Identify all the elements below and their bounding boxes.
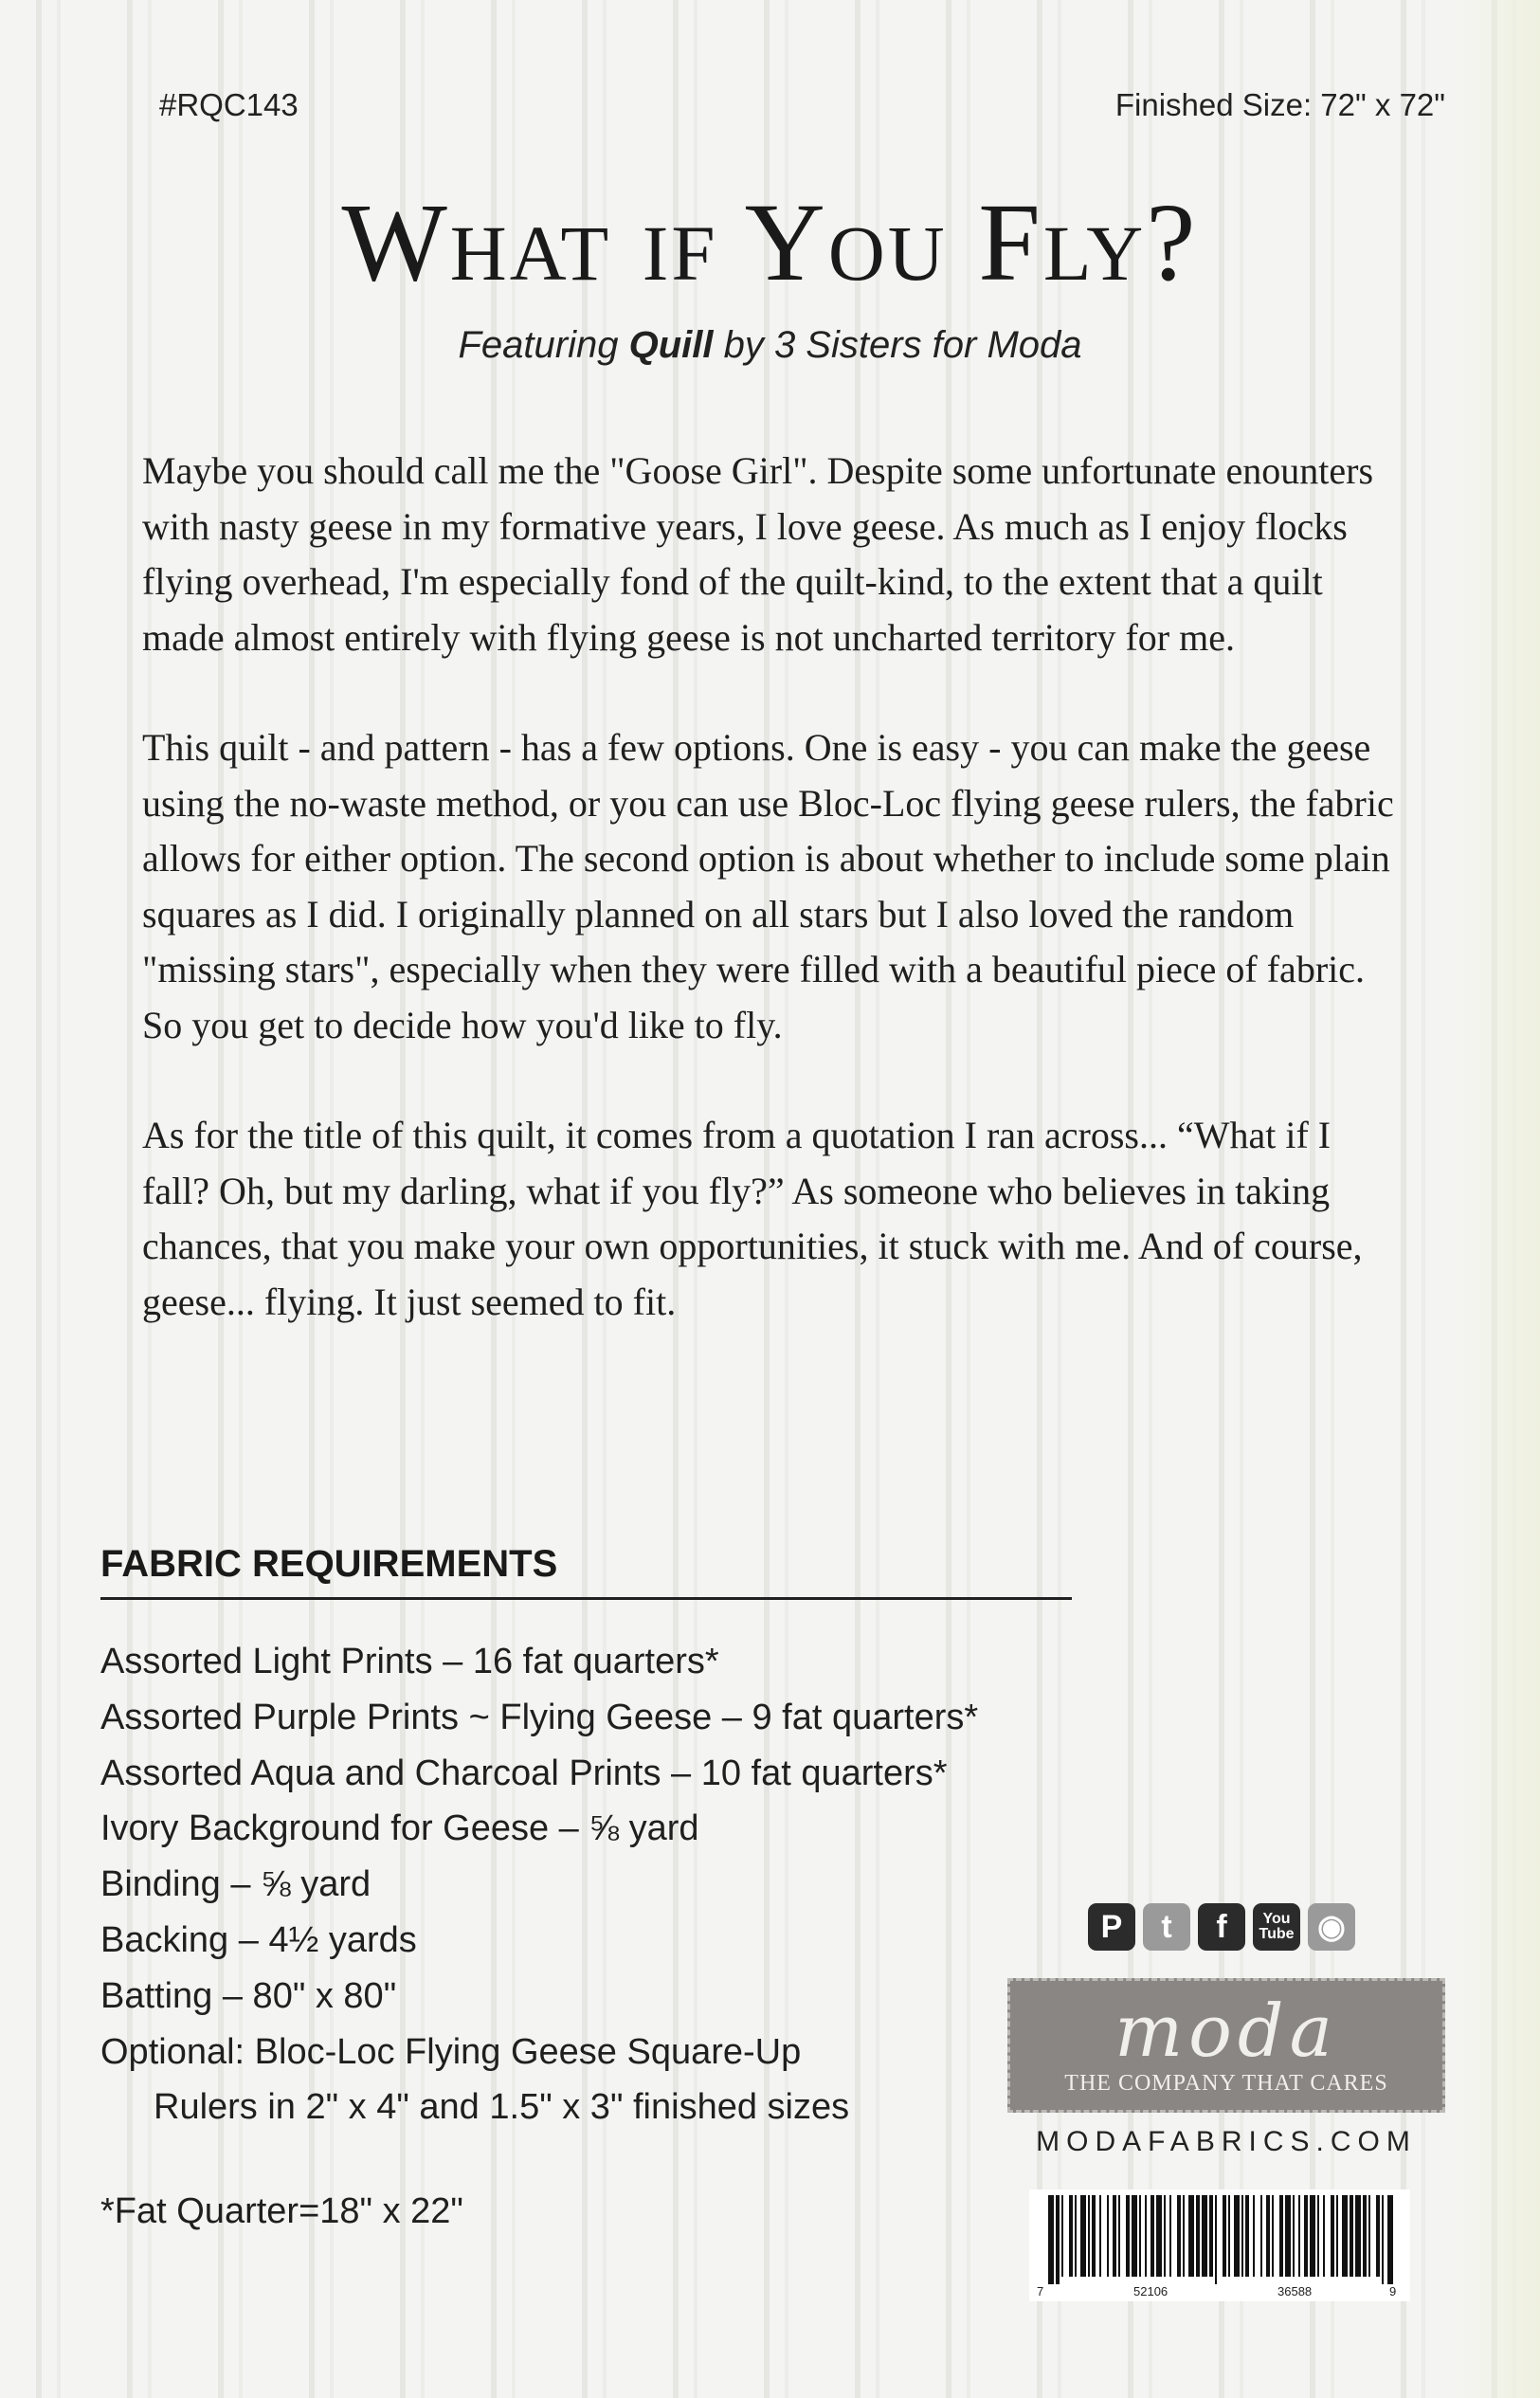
barcode-bar [1234,2195,1240,2277]
barcode-bar [1310,2195,1315,2277]
barcode-bar [1092,2195,1096,2277]
barcode-bar [1099,2195,1101,2277]
barcode-bar [1188,2195,1194,2277]
barcode-bar [1061,2195,1063,2277]
instagram-icon[interactable]: ◉ [1308,1903,1355,1951]
moda-wordmark: moda [1114,1988,1338,2073]
barcode-bar [1075,2195,1077,2277]
requirement-item: Optional: Bloc-Loc Flying Geese Square-Up [100,2031,802,2072]
barcode-bar [1285,2195,1291,2277]
fabric-requirements-heading: FABRIC REQUIREMENTS [100,1543,1072,1600]
pinterest-icon[interactable]: P [1088,1903,1135,1951]
barcode-bar [1279,2195,1283,2277]
barcode-bar [1223,2195,1226,2277]
story-paragraph-3: As for the title of this quilt, it comes from a quotation I ran across... “What if I fall? Oh, but my darling, what if you fly?” As someone who believes in taking chances, that you make your own opportunities, it stuck with me. And of course, geese... flying. It just seemed to fit. [142,1114,1363,1323]
barcode-bar [1317,2195,1319,2277]
twitter-icon[interactable]: t [1143,1903,1190,1951]
barcode-bar [1080,2195,1086,2277]
moda-logo [1007,1978,1445,2113]
requirement-item: Binding – ⅝ yard [100,1864,371,1905]
barcode-bar [1164,2195,1166,2277]
barcode-bar [1298,2195,1300,2277]
barcode-bar [1177,2195,1181,2277]
moda-url[interactable]: MODAFABRICS.COM [1036,2126,1417,2157]
social-icons [1088,1903,1355,1951]
barcode-bar [1126,2195,1130,2277]
story-paragraph-2: This quilt - and pattern - has a few options. One is easy - you can make the geese using the no-waste method, or you can use Bloc-Loc flying geese rulers, the fabric allows for either option. The second option is about whether to include some plain squares as I did. I originally planned on all stars but I also loved the random "missing stars", especially when they were filled with a beautiful piece of fabric. So you get to decide how you'd like to fly. [142,726,1394,1046]
requirement-item: Assorted Aqua and Charcoal Prints – 10 fat quarters* [100,1753,948,1793]
barcode-bar [1266,2195,1270,2277]
barcode-bar [1056,2195,1060,2284]
barcode-bar [1156,2195,1162,2277]
barcode-bar [1183,2195,1185,2277]
fabric-requirements-list [100,1634,978,2135]
barcode-bar [1336,2195,1338,2277]
barcode-bar [1304,2195,1308,2277]
barcode-bar [1139,2195,1141,2277]
subtitle [0,324,1540,367]
barcode-bar [1376,2195,1380,2277]
barcode-bar [1145,2195,1147,2277]
barcode-bar [1048,2195,1054,2284]
barcode-bar [1342,2195,1348,2277]
requirement-item: Batting – 80" x 80" [100,1975,397,2016]
barcode-bar [1209,2195,1213,2277]
subtitle-suffix: by 3 Sisters for Moda [713,324,1082,366]
barcode-bar [1069,2195,1073,2277]
subtitle-fabric-line: Quill [628,324,714,366]
barcode-bar [1202,2195,1207,2277]
barcode-bar [1150,2195,1154,2277]
requirement-item: Assorted Light Prints – 16 fat quarters* [100,1642,719,1681]
barcode [1029,2189,1410,2301]
barcode-bar [1132,2195,1137,2277]
barcode-group-1: 52106 [1133,2284,1169,2298]
barcode-bar [1169,2195,1171,2277]
facebook-icon[interactable]: f [1198,1903,1245,1951]
fat-quarter-note: *Fat Quarter=18" x 22" [100,2191,463,2231]
barcode-bar [1253,2195,1255,2277]
barcode-group-2: 36588 [1277,2284,1313,2298]
moda-tagline: THE COMPANY THAT CARES [1064,2070,1388,2096]
barcode-bar [1228,2195,1230,2277]
barcode-bar [1088,2195,1090,2277]
barcode-bar [1196,2195,1200,2277]
pattern-number: #RQC143 [159,87,299,122]
barcode-bar [1368,2195,1370,2277]
barcode-bar [1382,2195,1384,2284]
page-title: What if You Fly? [341,180,1199,304]
barcode-bar [1387,2195,1393,2284]
barcode-last-digit: 9 [1389,2284,1397,2298]
requirement-item: Rulers in 2" x 4" and 1.5" x 3" finished sizes [154,2087,850,2128]
barcode-bar [1241,2195,1243,2277]
barcode-bar [1331,2195,1334,2277]
barcode-bar [1293,2195,1295,2277]
barcode-first-digit: 7 [1037,2284,1044,2298]
barcode-bar [1260,2195,1262,2277]
barcode-bar [1350,2195,1353,2277]
barcode-bar [1272,2195,1274,2277]
barcode-bar [1355,2195,1361,2277]
subtitle-prefix: Featuring [458,324,629,366]
barcode-bar [1118,2195,1120,2277]
barcode-bar [1363,2195,1367,2277]
requirement-item: Ivory Background for Geese – ⅝ yard [100,1808,699,1849]
barcode-bar [1323,2195,1325,2277]
finished-size: Finished Size: 72" x 72" [1114,87,1445,122]
barcode-bar [1113,2195,1116,2277]
youtube-icon[interactable] [1253,1903,1300,1951]
story-text [142,444,1403,1385]
barcode-bar [1107,2195,1109,2277]
story-paragraph-1: Maybe you should call me the "Goose Girl". Despite some unfortunate enounters with nasty geese in my formative years, I love geese. As much as I enjoy flocks flying overhead, I'm especially fond of the quilt-kind, to the extent that a quilt made almost entirely with flying geese is not uncharted territory for me. [142,449,1374,659]
barcode-bar [1215,2195,1217,2284]
barcode-bar [1245,2195,1249,2277]
requirement-item: Assorted Purple Prints ~ Flying Geese – 9 fat quarters* [100,1697,979,1737]
youtube-icon-bottom: Tube [1259,1926,1295,1942]
requirement-item: Backing – 4½ yards [100,1919,417,1960]
youtube-icon-top: You [1262,1911,1291,1927]
